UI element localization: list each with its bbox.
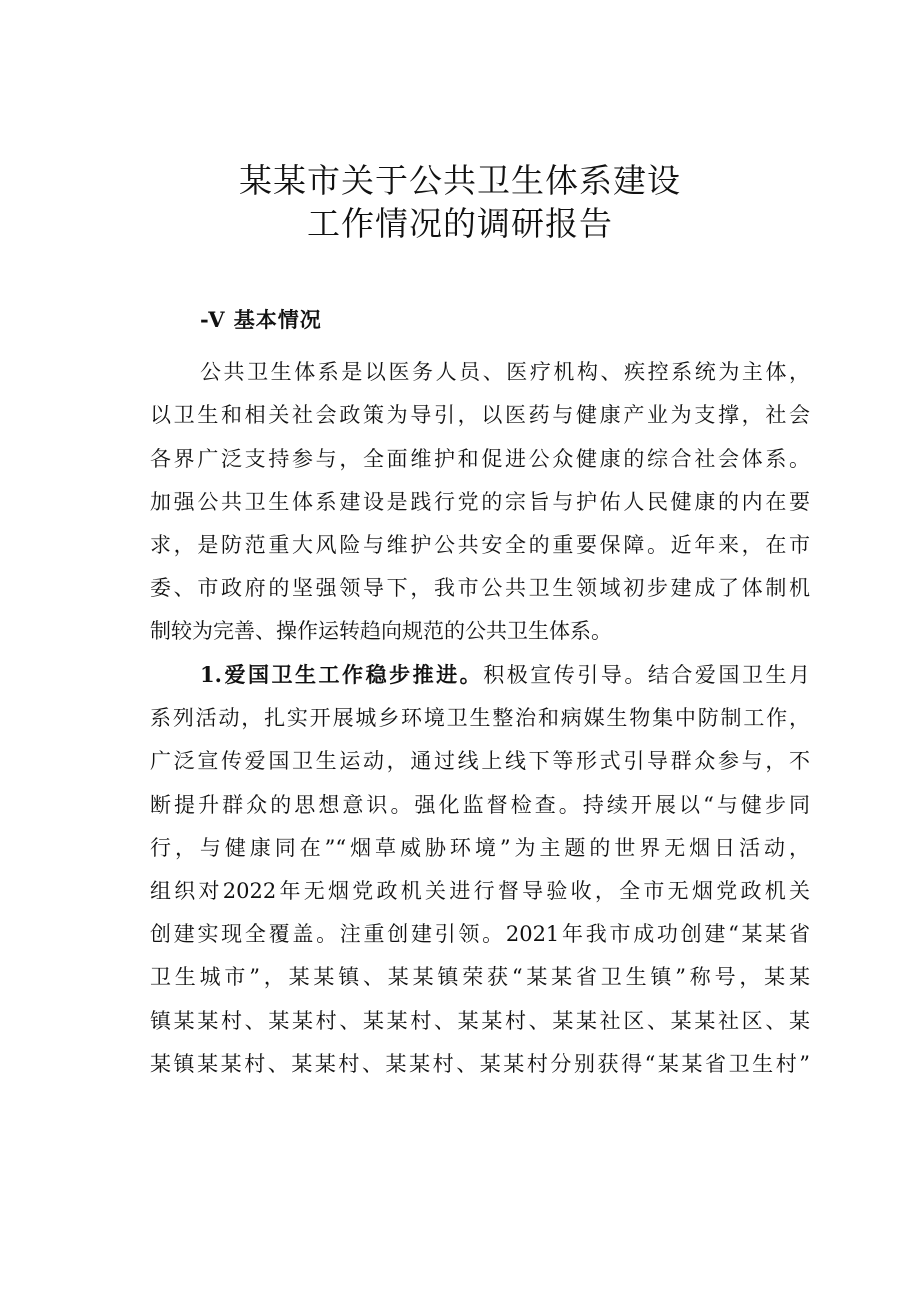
paragraph-2-line: 广泛宣传爱国卫生运动，通过线上线下等形式引导群众参与，不 bbox=[150, 749, 810, 773]
paragraph-1-line: 以卫生和相关社会政策为导引，以医药与健康产业为支撑，社会 bbox=[150, 403, 810, 427]
paragraph-2-line: 创建实现全覆盖。注重创建引领。2021年我市成功创建“某某省 bbox=[150, 922, 810, 946]
document-title-line-1: 某某市关于公共卫生体系建设 bbox=[239, 161, 681, 200]
paragraph-2-line: 组织对2022年无烟党政机关进行督导验收，全市无烟党政机关 bbox=[150, 879, 810, 903]
paragraph-1-line: 制较为完善、操作运转趋向规范的公共卫生体系。 bbox=[150, 619, 612, 643]
paragraph-1-line: 求，是防范重大风险与维护公共安全的重要保障。近年来，在市 bbox=[150, 533, 810, 557]
document-title-line-2: 工作情况的调研报告 bbox=[307, 204, 613, 243]
paragraph-1-line: 加强公共卫生体系建设是践行党的宗旨与护佑人民健康的内在要 bbox=[150, 490, 810, 514]
paragraph-1-line: 公共卫生体系是以医务人员、医疗机构、疾控系统为主体， bbox=[200, 360, 810, 384]
paragraph-2-line-text: 积极宣传引导。结合爱国卫生月 bbox=[483, 663, 811, 687]
paragraph-2-line: 卫生城市”，某某镇、某某镇荣获“某某省卫生镇”称号，某某 bbox=[150, 965, 810, 989]
paragraph-2-line: 某镇某某村、某某村、某某村、某某村分别获得“某某省卫生村” bbox=[150, 1052, 810, 1076]
paragraph-1-line: 各界广泛支持参与，全面维护和促进公众健康的综合社会体系。 bbox=[150, 447, 810, 471]
paragraph-2-line: 系列活动，扎实开展城乡环境卫生整治和病媒生物集中防制工作， bbox=[150, 706, 810, 730]
section-heading: -V 基本情况 bbox=[200, 307, 322, 332]
paragraph-1-line: 委、市政府的坚强领导下，我市公共卫生领域初步建成了体制机 bbox=[150, 576, 810, 600]
paragraph-2-line: 断提升群众的思想意识。强化监督检查。持续开展以“与健步同 bbox=[150, 793, 810, 817]
paragraph-2-line: 镇某某村、某某村、某某村、某某村、某某社区、某某社区、某 bbox=[150, 1009, 810, 1033]
paragraph-2-lead-heading: 1.爱国卫生工作稳步推进。 bbox=[200, 662, 484, 687]
paragraph-2-line: 行，与健康同在”“烟草威胁环境”为主题的世界无烟日活动， bbox=[150, 836, 810, 860]
paragraph-2-first-line bbox=[200, 655, 810, 695]
